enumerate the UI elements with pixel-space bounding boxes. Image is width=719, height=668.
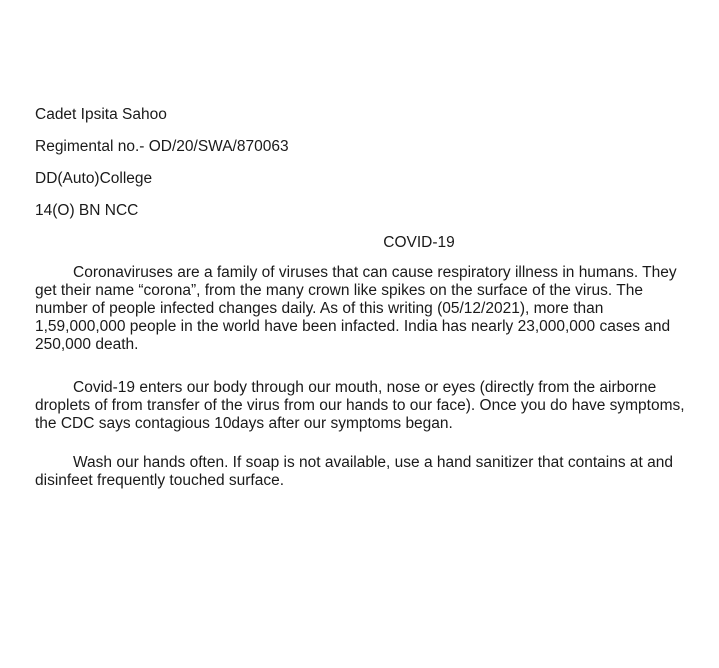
paragraph-line: the CDC says contagious 10days after our symptoms began. [35, 415, 453, 432]
paragraph-prevention [35, 454, 709, 490]
paragraph-line: 1,59,000,000 people in the world have been infacted. India has nearly 23,000,000 cases and [35, 318, 671, 335]
paragraph-line: droplets of from transfer of the virus from our hands to our face). Once you do have symptoms, [35, 397, 685, 414]
regimental-number: Regimental no.- OD/20/SWA/870063 [35, 138, 289, 155]
paragraph-line: Coronaviruses are a family of viruses that can cause respiratory illness in humans. They [73, 264, 677, 281]
paragraph-line: number of people infected changes daily. As of this writing (05/12/2021), more than [35, 300, 604, 317]
paragraph-line: get their name “corona”, from the many crown like spikes on the surface of the virus. The [35, 282, 643, 299]
paragraph-transmission [35, 379, 709, 433]
document-title: COVID-19 [383, 234, 455, 251]
paragraph-line: 250,000 death. [35, 336, 139, 353]
cadet-name: Cadet Ipsita Sahoo [35, 106, 167, 123]
paragraph-line: Covid-19 enters our body through our mouth, nose or eyes (directly from the airborne [73, 379, 657, 396]
college-name: DD(Auto)College [35, 170, 153, 187]
paragraph-line: disinfeet frequently touched surface. [35, 472, 285, 489]
paragraph-line: Wash our hands often. If soap is not available, use a hand sanitizer that contains at and [73, 454, 673, 471]
paragraph-introduction [35, 264, 709, 354]
ncc-unit: 14(O) BN NCC [35, 202, 139, 219]
